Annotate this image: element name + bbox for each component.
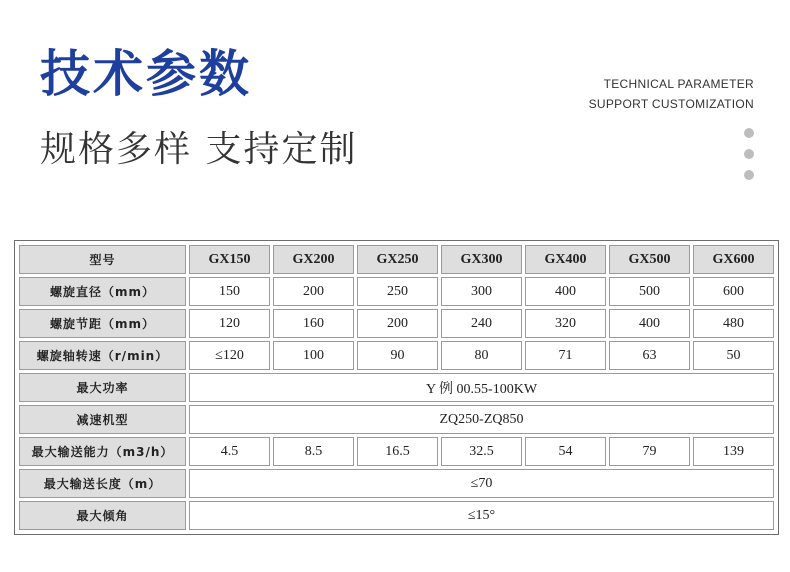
row-label: 最大倾角: [19, 501, 186, 530]
value-cell: 79: [609, 437, 690, 466]
value-cell: 120: [189, 309, 270, 338]
value-cell: 200: [273, 277, 354, 306]
row-label: 最大功率: [19, 373, 186, 402]
parameter-table: [14, 240, 779, 535]
value-cell: 139: [693, 437, 774, 466]
value-cell: 16.5: [357, 437, 438, 466]
value-cell: 63: [609, 341, 690, 370]
value-cell: 50: [693, 341, 774, 370]
value-cell: 200: [357, 309, 438, 338]
decorative-dots: [744, 128, 754, 191]
table-row: [19, 501, 774, 530]
value-cell: 300: [441, 277, 522, 306]
page-title: 技术参数: [40, 45, 252, 103]
table-row: [19, 437, 774, 466]
value-cell: 100: [273, 341, 354, 370]
value-cell: 160: [273, 309, 354, 338]
dot-icon: [744, 128, 754, 138]
value-cell: 600: [693, 277, 774, 306]
row-label: 最大输送长度（m）: [19, 469, 186, 498]
value-cell: 80: [441, 341, 522, 370]
value-cell: 480: [693, 309, 774, 338]
value-cell: 90: [357, 341, 438, 370]
merged-value-cell: Y 例 00.55-100KW: [189, 373, 774, 402]
table-row: [19, 341, 774, 370]
value-cell: ≤120: [189, 341, 270, 370]
model-cell: GX300: [441, 245, 522, 274]
english-caption-line-2: SUPPORT CUSTOMIZATION: [588, 97, 754, 111]
row-label: 螺旋直径（mm）: [19, 277, 186, 306]
table-header-row: [19, 245, 774, 274]
value-cell: 250: [357, 277, 438, 306]
value-cell: 400: [609, 309, 690, 338]
value-cell: 71: [525, 341, 606, 370]
merged-value-cell: ≤70: [189, 469, 774, 498]
value-cell: 4.5: [189, 437, 270, 466]
value-cell: 400: [525, 277, 606, 306]
value-cell: 32.5: [441, 437, 522, 466]
table-row: [19, 405, 774, 434]
value-cell: 500: [609, 277, 690, 306]
table-row: [19, 373, 774, 402]
value-cell: 54: [525, 437, 606, 466]
table-row: [19, 277, 774, 306]
model-cell: GX600: [693, 245, 774, 274]
value-cell: 240: [441, 309, 522, 338]
row-label: 螺旋轴转速（r/min）: [19, 341, 186, 370]
model-header-label: 型号: [19, 245, 186, 274]
value-cell: 320: [525, 309, 606, 338]
table-row: [19, 469, 774, 498]
row-label: 螺旋节距（mm）: [19, 309, 186, 338]
model-cell: GX400: [525, 245, 606, 274]
model-cell: GX250: [357, 245, 438, 274]
model-cell: GX150: [189, 245, 270, 274]
merged-value-cell: ≤15°: [189, 501, 774, 530]
english-caption-line-1: TECHNICAL PARAMETER: [603, 77, 754, 91]
dot-icon: [744, 170, 754, 180]
row-label: 减速机型: [19, 405, 186, 434]
row-label: 最大输送能力（m3/h）: [19, 437, 186, 466]
page-subtitle: 规格多样 支持定制: [40, 129, 358, 170]
model-cell: GX500: [609, 245, 690, 274]
value-cell: 8.5: [273, 437, 354, 466]
merged-value-cell: ZQ250-ZQ850: [189, 405, 774, 434]
model-cell: GX200: [273, 245, 354, 274]
table-row: [19, 309, 774, 338]
value-cell: 150: [189, 277, 270, 306]
dot-icon: [744, 149, 754, 159]
